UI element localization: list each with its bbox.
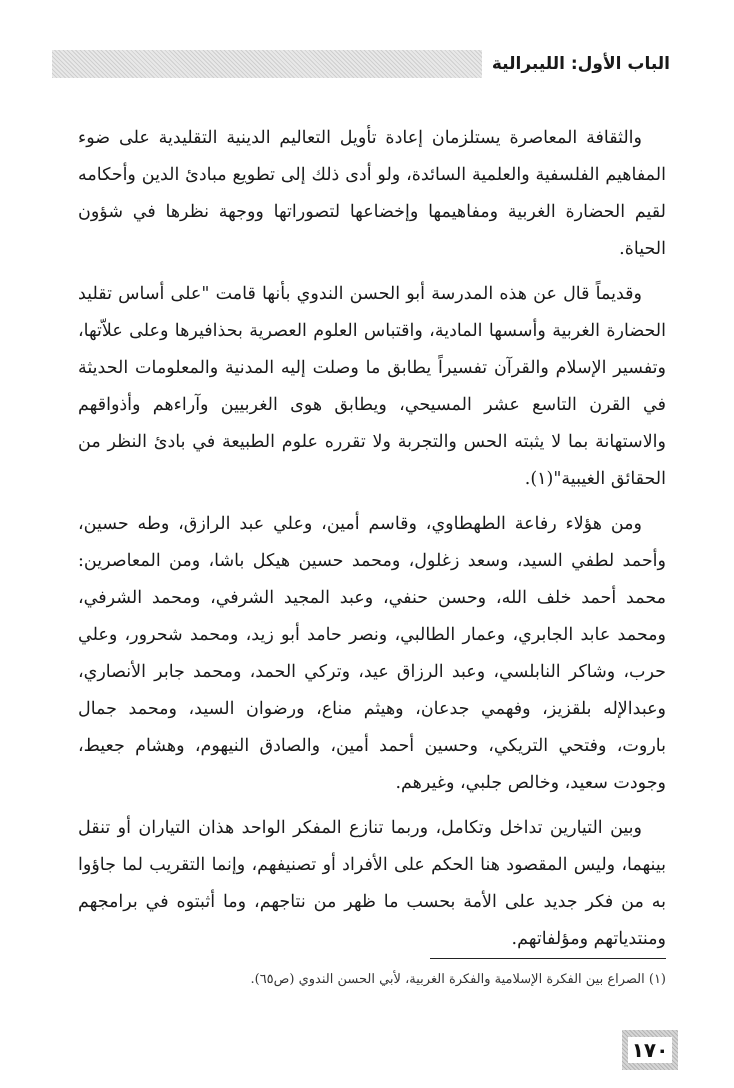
paragraph: ومن هؤلاء رفاعة الطهطاوي، وقاسم أمين، وعلي عبد الرازق، وطه حسين، وأحمد لطفي السيد، وسعد زغلول، ومحمد حسين هيكل باشا، ومن المعاصرين: محمد أحمد خلف الله، وحسن حنفي، وعبد المجيد الشرفي، ومحمد الشرفي، ومحمد عابد الجابري، وعمار الطالبي، ونصر حامد أبو زيد، ومحمد شحرور، وعلي حرب، وشاكر النابلسي، وعبد الرزاق عيد، وتركي الحمد، ومحمد جابر الأنصاري، وعبدالإله بلقزيز، وفهمي جدعان، وهيثم مناع، ورضوان السيد، ومحمد جمال باروت، وفتحي التريكي، وحسين أحمد أمين، والصادق النيهوم، وهشام جعيط، وجودت سعيد، وخالص جلبي، وغيرهم. <box>78 514 666 793</box>
page-number-box <box>622 1030 678 1070</box>
paragraph: وبين التيارين تداخل وتكامل، وربما تنازع المفكر الواحد هذان التياران أو تنقل بينهما، وليس المقصود هنا الحكم على الأفراد أو تصنيفهم، وإنما التقريب لما جاؤوا به من فكر جديد على الأمة بحسب ما ظهر من نتاجهم، وما أثبتوه في برامجهم ومنتدياتهم ومؤلفاتهم. <box>78 818 666 949</box>
page-body <box>78 120 666 966</box>
paragraph: وقديماً قال عن هذه المدرسة أبو الحسن الندوي بأنها قامت "على أساس تقليد الحضارة الغربية وأسسها المادية، واقتباس العلوم العصرية بحذافيرها وعلى علاّتها، وتفسير الإسلام والقرآن تفسيراً يطابق ما وصلت إليه المدنية والمعلومات الحديثة في القرن التاسع عشر المسيحي، ويطابق هوى الغربيين وآراءهم وأذواقهم والاستهانة بما لا يثبته الحس والتجربة ولا تقرره علوم الطبيعة في بادئ النظر من الحقائق الغيبية"(١). <box>78 284 666 489</box>
footnote-divider <box>430 958 666 959</box>
page-number: ١٧٠ <box>628 1037 673 1063</box>
chapter-title: الباب الأول: الليبرالية <box>482 50 676 78</box>
paragraph: والثقافة المعاصرة يستلزمان إعادة تأويل التعاليم الدينية التقليدية على ضوء المفاهيم الفلسفية والعلمية السائدة، ولو أدى ذلك إلى تطويع مبادئ الدين وأحكامه لقيم الحضارة الغربية ومفاهيمها وإخضاعها لتصوراتها ووجهة نظرها في شؤون الحياة. <box>78 128 666 259</box>
footnote: (١) الصراع بين الفكرة الإسلامية والفكرة الغربية، لأبي الحسن الندوي (ص٦٥). <box>250 972 666 987</box>
running-header <box>52 50 676 78</box>
